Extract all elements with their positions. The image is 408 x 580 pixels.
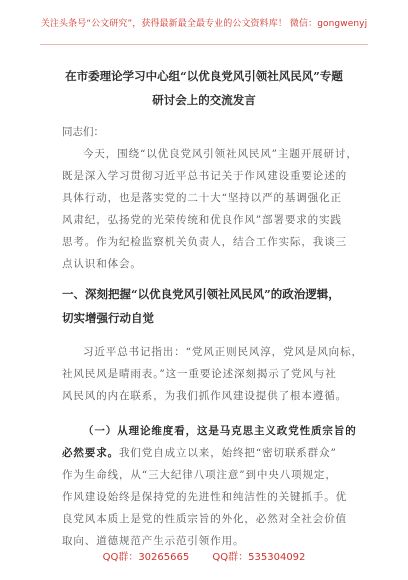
section1-paragraph — [62, 341, 363, 407]
subsection1-line: 作风建设始终是保持党的先进性和纯洁性的关键抓手。优 — [62, 491, 347, 503]
section1-heading — [62, 283, 340, 331]
subsection1-line: 作为生命线，从“三大纪律八项注意”到中央八项规定， — [62, 469, 337, 481]
footer-qq-group-1: QQ群：30265665 — [102, 552, 190, 563]
intro-line: 具体行动，也是落实党的二十大“坚持以严的基调强化正 — [62, 192, 342, 204]
intro-line: 既是深入学习贯彻习近平总书记关于作风建设重要论述的 — [62, 170, 347, 182]
section1-heading-line: 一、深刻把握“以优良党风引领社风民风”的政治逻辑， — [62, 287, 340, 301]
subsection1-line2 — [62, 442, 350, 464]
subsection1-heading-line2: 必然要求。 — [62, 447, 119, 459]
subsection1-line: 良党风本质上是党的性质宗旨的外化，必然对全社会价值 — [62, 513, 347, 525]
subsection1-line: 取向、道德规范产生示范引领作用。 — [62, 535, 245, 547]
salutation: 同志们： — [62, 126, 104, 138]
document-title-line1: 在市委理论学习中心组“以优良党风引领社风民风”专题 — [65, 69, 343, 83]
subsection1-line2-rest: 我们党自成立以来，始终把“密切联系群众” — [119, 447, 337, 459]
section1-line: 习近平总书记指出：“党风正则民风淳，党风是风向标， — [83, 346, 363, 358]
intro-line: 思考。作为纪检监察机关负责人，结合工作实际，我谈三 — [62, 236, 347, 248]
section1-heading-line: 切实增强行动自觉 — [62, 311, 154, 325]
intro-paragraph — [62, 143, 358, 275]
header-notice: 关注头条号“公文研究”，获得最新最全最专业的公文资料库！ 微信：gongwenyj — [40, 19, 368, 29]
subsection1-paragraph — [62, 420, 357, 552]
section1-line: 风民风的内在联系，为我们抓作风建设提供了根本遵循。 — [62, 390, 347, 402]
intro-line: 风肃纪，弘扬党的光荣传统和优良作风”部署要求的实践 — [62, 214, 342, 226]
intro-line: 今天，围绕“以优良党风引领社风民风”主题开展研讨， — [83, 148, 358, 160]
section1-line: 社风民风是晴雨表。”这一重要论述深刻揭示了党风与社 — [62, 368, 337, 380]
header-divider — [40, 44, 368, 45]
intro-line: 点认识和体会。 — [62, 258, 142, 270]
footer-contact — [0, 548, 408, 563]
document-title-line2: 研讨会上的交流发言 — [152, 93, 256, 107]
footer-qq-group-2: QQ群：535304092 — [212, 552, 306, 563]
subsection1-heading-line1: （一）从理论维度看，这是马克思主义政党性质宗旨的 — [83, 425, 357, 437]
